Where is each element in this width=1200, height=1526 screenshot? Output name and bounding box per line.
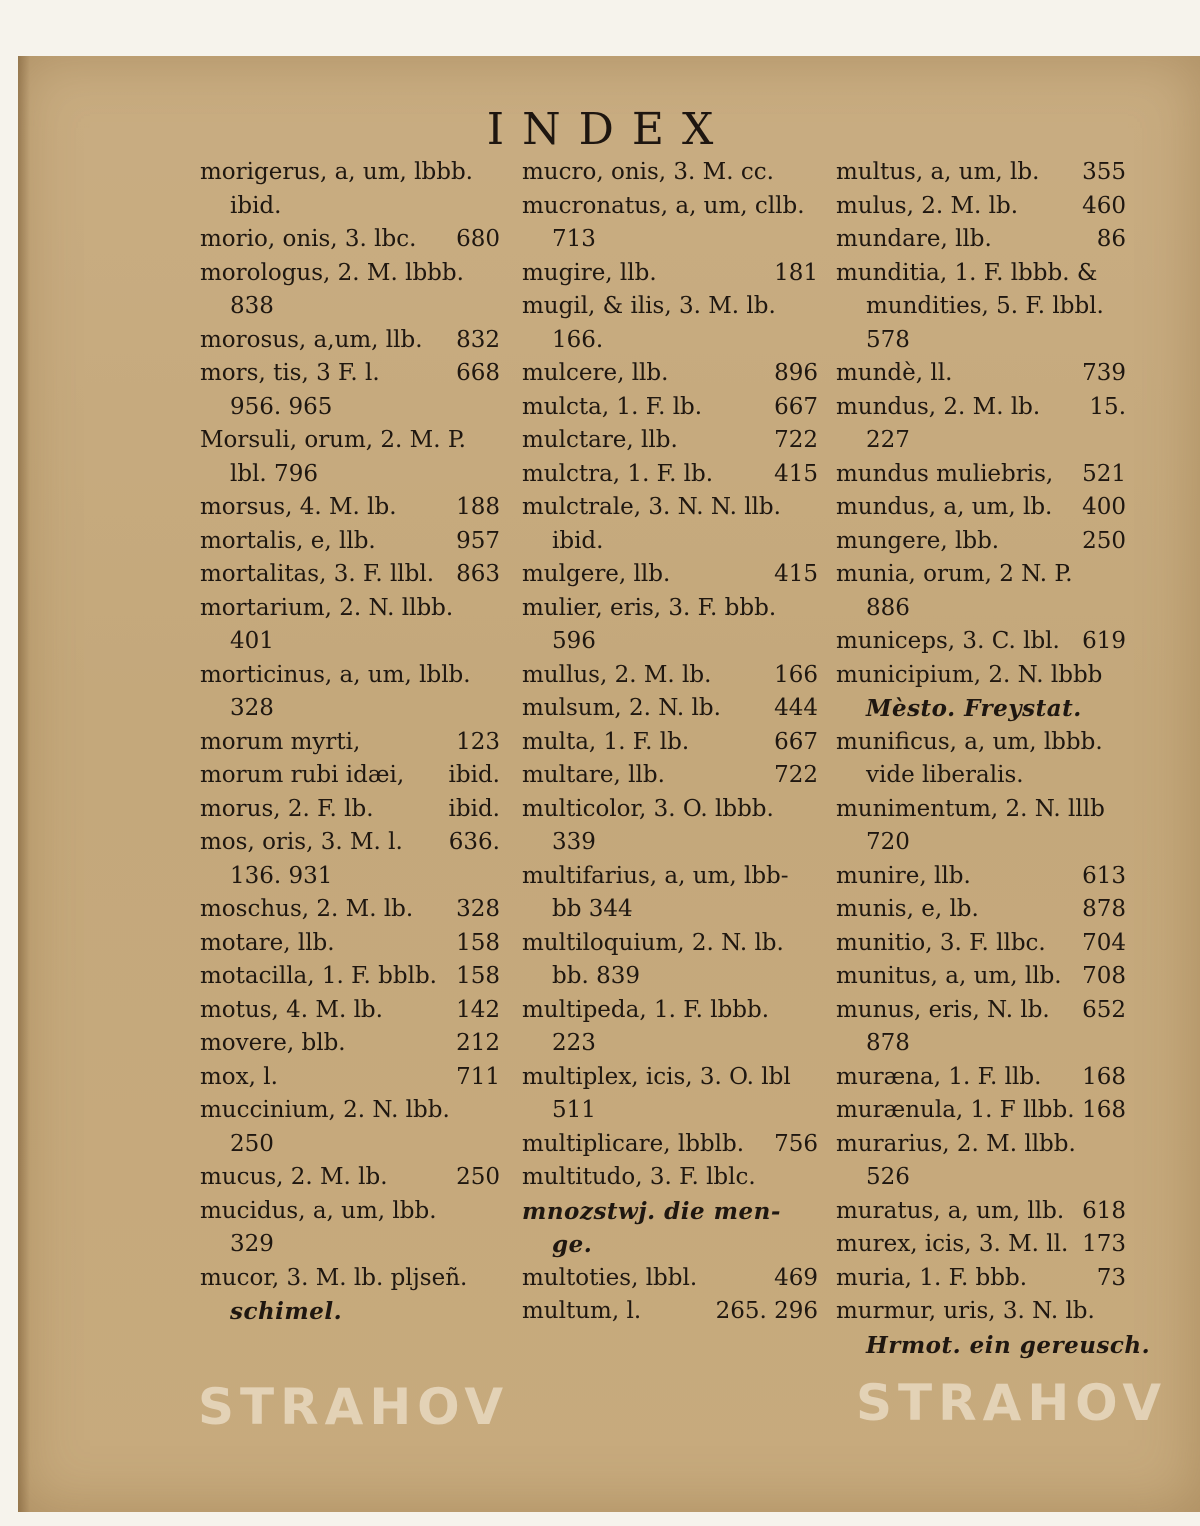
- index-entry: [522, 927, 818, 961]
- index-term: munitio, 3. F. llbc.: [836, 929, 1046, 956]
- index-entry: [200, 659, 500, 693]
- index-term: ge.: [552, 1231, 593, 1258]
- watermark-right: STRAHOV: [856, 1374, 1168, 1432]
- index-term: mortalis, e, llb.: [200, 527, 376, 554]
- index-term: munimentum, 2. N. lllb: [836, 795, 1105, 822]
- index-entry: [200, 927, 500, 961]
- index-entry: [836, 960, 1126, 994]
- index-term: morosus, a,um, llb.: [200, 326, 423, 353]
- index-term: munus, eris, N. lb.: [836, 996, 1050, 1023]
- index-entry: [522, 1061, 818, 1095]
- index-term: lbl. 796: [230, 460, 318, 487]
- index-entry: [522, 1295, 818, 1329]
- index-entry: [200, 860, 500, 894]
- index-entry: [200, 1228, 500, 1262]
- book-page: [18, 56, 1200, 1512]
- index-term: morio, onis, 3. lbc.: [200, 226, 417, 252]
- index-term: municeps, 3. C. lbl.: [836, 628, 1060, 654]
- index-entry: [836, 525, 1126, 559]
- index-entry: [200, 290, 500, 324]
- index-entry: [522, 759, 818, 793]
- page-reference: 15.: [1089, 393, 1126, 420]
- index-entry: [836, 927, 1126, 961]
- index-entry: [836, 1027, 1126, 1061]
- index-term: schimel.: [230, 1298, 343, 1325]
- index-entry: [836, 391, 1126, 425]
- index-entry: [836, 458, 1126, 492]
- page-reference: ibid.: [448, 762, 500, 788]
- index-term: mugil, & ilis, 3. M. lb.: [522, 293, 776, 319]
- index-entry: [200, 1262, 500, 1296]
- index-term: munditia, 1. F. lbbb. &: [836, 259, 1098, 286]
- index-term: mortalitas, 3. F. llbl.: [200, 561, 435, 587]
- index-term: movere, blb.: [200, 1030, 346, 1056]
- index-term: 886: [866, 594, 910, 621]
- index-entry: [522, 391, 818, 425]
- index-term: 720: [866, 829, 910, 855]
- index-term: morologus, 2. M. lbbb.: [200, 259, 464, 286]
- index-term: vide liberalis.: [866, 762, 1024, 788]
- index-entry: [522, 625, 818, 659]
- index-entry: [522, 156, 818, 190]
- index-term: Morsuli, orum, 2. M. P.: [200, 427, 466, 453]
- index-term: mucus, 2. M. lb.: [200, 1164, 388, 1190]
- page-spine-shadow: [18, 56, 30, 1512]
- index-entry: [522, 1195, 818, 1229]
- index-term: mundare, llb.: [836, 226, 992, 252]
- index-entry: [200, 190, 500, 224]
- index-term: munis, e, lb.: [836, 896, 979, 922]
- index-entry: [522, 1128, 818, 1162]
- index-term: 596: [552, 628, 596, 654]
- index-entry: [522, 525, 818, 559]
- index-entry: [200, 223, 500, 257]
- index-entry: [522, 491, 818, 525]
- index-term: multiplex, icis, 3. O. lbl: [522, 1063, 791, 1090]
- index-term: 227: [866, 427, 910, 453]
- index-entry: [836, 190, 1126, 224]
- index-term: morum myrti,: [200, 728, 361, 755]
- index-term: muratus, a, um, llb.: [836, 1197, 1065, 1224]
- index-entry: [836, 1295, 1126, 1329]
- index-term: murarius, 2. M. llbb.: [836, 1130, 1076, 1157]
- page-reference: 166: [774, 661, 818, 688]
- index-entry: [836, 793, 1126, 827]
- index-entry: [200, 893, 500, 927]
- index-term: bb 344: [552, 896, 633, 922]
- index-term: multitudo, 3. F. lblc.: [522, 1164, 756, 1190]
- page-reference: 680: [456, 226, 500, 252]
- page-reference: 878: [1082, 896, 1126, 922]
- index-term: munificus, a, um, lbbb.: [836, 728, 1103, 755]
- index-entry: [522, 223, 818, 257]
- index-entry: [200, 558, 500, 592]
- index-entry: [522, 659, 818, 693]
- index-term: mundus, a, um, lb.: [836, 494, 1053, 520]
- index-entry: [200, 391, 500, 425]
- index-entry: [836, 860, 1126, 894]
- index-entry: [522, 994, 818, 1028]
- index-entry: [522, 424, 818, 458]
- index-term: mugire, llb.: [522, 259, 657, 286]
- index-term: multipeda, 1. F. lbbb.: [522, 996, 770, 1023]
- index-entry: [836, 692, 1126, 726]
- index-term: murænula, 1. F llbb.: [836, 1097, 1075, 1123]
- index-entry: [836, 324, 1126, 358]
- index-term: morum rubi idæi,: [200, 762, 405, 788]
- page-reference: 173: [1082, 1231, 1126, 1257]
- page-reference: 722: [774, 427, 818, 453]
- page-title: INDEX: [486, 104, 732, 155]
- index-term: 878: [866, 1030, 910, 1056]
- page-reference: 158: [456, 963, 500, 989]
- index-entry: [200, 592, 500, 626]
- page-reference: 123: [456, 728, 500, 755]
- index-entry: [200, 491, 500, 525]
- index-term: ibid.: [230, 192, 282, 219]
- index-entry: [200, 1195, 500, 1229]
- index-term: multiplicare, lbblb.: [522, 1130, 745, 1157]
- index-entry: [836, 1195, 1126, 1229]
- index-term: morticinus, a, um, lblb.: [200, 661, 471, 688]
- index-term: 956. 965: [230, 393, 333, 420]
- index-term: mundities, 5. F. lbbl.: [866, 293, 1104, 319]
- index-term: moschus, 2. M. lb.: [200, 896, 414, 922]
- index-term: mulcta, 1. F. lb.: [522, 393, 703, 420]
- page-reference: 711: [456, 1063, 500, 1090]
- page-reference: 957: [456, 527, 500, 554]
- index-entry: [522, 458, 818, 492]
- index-term: munia, orum, 2 N. P.: [836, 561, 1073, 587]
- index-term: 401: [230, 628, 274, 654]
- index-entry: [200, 726, 500, 760]
- index-term: muria, 1. F. bbb.: [836, 1264, 1028, 1291]
- index-term: muræna, 1. F. llb.: [836, 1063, 1042, 1090]
- page-reference: 400: [1082, 494, 1126, 520]
- index-entry: [200, 525, 500, 559]
- index-term: mucro, onis, 3. M. cc.: [522, 159, 774, 185]
- index-entry: [836, 1061, 1126, 1095]
- page-reference: 896: [774, 360, 818, 386]
- index-entry: [200, 793, 500, 827]
- index-entry: [836, 1228, 1126, 1262]
- page-reference: 708: [1082, 963, 1126, 989]
- index-term: mulgere, llb.: [522, 561, 671, 587]
- index-term: mucronatus, a, um, cllb.: [522, 192, 805, 219]
- index-entry: [200, 324, 500, 358]
- page-reference: 328: [456, 896, 500, 922]
- index-column-3: [836, 156, 1151, 1362]
- page-reference: 168: [1082, 1063, 1126, 1090]
- index-entry: [836, 1094, 1126, 1128]
- index-entry: [522, 893, 818, 927]
- index-term: mungere, lbb.: [836, 527, 1000, 554]
- index-entry: [522, 860, 818, 894]
- page-reference: 756: [774, 1130, 818, 1157]
- index-term: 223: [552, 1030, 596, 1056]
- index-term: mucidus, a, um, lbb.: [200, 1197, 437, 1224]
- index-term: bb. 839: [552, 963, 640, 989]
- index-term: mulctra, 1. F. lb.: [522, 460, 714, 487]
- index-entry: [522, 1027, 818, 1061]
- page-reference: 652: [1082, 996, 1126, 1023]
- page-reference: 863: [456, 561, 500, 587]
- index-term: mucor, 3. M. lb. pljseñ.: [200, 1264, 468, 1291]
- index-term: 328: [230, 695, 274, 721]
- index-entry: [836, 625, 1126, 659]
- index-entry: [200, 357, 500, 391]
- index-entry: [836, 893, 1126, 927]
- page-reference: 265. 296: [715, 1298, 818, 1324]
- index-entry: [836, 759, 1126, 793]
- page-reference: 739: [1082, 360, 1126, 386]
- page-reference: ibid.: [448, 795, 500, 822]
- index-entry: [522, 357, 818, 391]
- index-entry: [522, 558, 818, 592]
- index-entry: [522, 1094, 818, 1128]
- index-term: municipium, 2. N. lbbb: [836, 661, 1103, 688]
- index-entry: [836, 659, 1126, 693]
- page-reference: 444: [774, 695, 818, 721]
- page-reference: 355: [1082, 159, 1126, 185]
- index-entry: [200, 994, 500, 1028]
- index-term: multoties, lbbl.: [522, 1264, 698, 1291]
- index-entry: [522, 257, 818, 291]
- index-term: mos, oris, 3. M. l.: [200, 829, 403, 855]
- index-entry: [522, 726, 818, 760]
- page-reference: 142: [456, 996, 500, 1023]
- index-entry: [200, 826, 500, 860]
- watermark-left: STRAHOV: [198, 1378, 510, 1436]
- index-term: motare, llb.: [200, 929, 335, 956]
- page-reference: 73: [1096, 1264, 1126, 1291]
- index-term: morsus, 4. M. lb.: [200, 494, 397, 520]
- index-term: morus, 2. F. lb.: [200, 795, 374, 822]
- index-entry: [836, 1161, 1126, 1195]
- index-entry: [522, 826, 818, 860]
- index-entry: [836, 826, 1126, 860]
- page-reference: 415: [774, 561, 818, 587]
- index-entry: [836, 491, 1126, 525]
- index-term: Hrmot. ein gereusch.: [866, 1331, 1151, 1359]
- page-reference: 469: [774, 1264, 818, 1291]
- index-entry: [200, 1161, 500, 1195]
- index-entry: [522, 324, 818, 358]
- index-term: multare, llb.: [522, 762, 665, 788]
- page-reference: 832: [456, 326, 500, 353]
- index-term: 166.: [552, 326, 604, 353]
- index-entry: [200, 625, 500, 659]
- index-term: mortarium, 2. N. llbb.: [200, 594, 454, 621]
- index-term: mullus, 2. M. lb.: [522, 661, 712, 688]
- page-reference: 250: [456, 1164, 500, 1190]
- index-term: 713: [552, 226, 596, 252]
- index-term: 339: [552, 829, 596, 855]
- page-reference: 521: [1082, 460, 1126, 487]
- index-entry: [836, 156, 1126, 190]
- index-term: 578: [866, 326, 910, 353]
- index-entry: [200, 156, 500, 190]
- index-term: mulus, 2. M. lb.: [836, 192, 1019, 219]
- index-entry: [200, 1027, 500, 1061]
- index-entry: [836, 592, 1126, 626]
- index-entry: [836, 1329, 1151, 1363]
- index-term: mundè, ll.: [836, 360, 953, 386]
- index-term: motacilla, 1. F. bblb.: [200, 963, 437, 989]
- index-entry: [200, 458, 500, 492]
- index-term: mundus muliebris,: [836, 460, 1054, 487]
- page-reference: 704: [1082, 929, 1126, 956]
- index-term: Mèsto. Freystat.: [866, 695, 1082, 722]
- page-reference: 158: [456, 929, 500, 956]
- index-entry: [200, 1061, 500, 1095]
- index-entry: [200, 1094, 500, 1128]
- page-reference: 86: [1096, 226, 1126, 252]
- page-reference: 722: [774, 762, 818, 788]
- page-reference: 667: [774, 393, 818, 420]
- index-entry: [200, 759, 500, 793]
- page-reference: 250: [1082, 527, 1126, 554]
- index-term: 511: [552, 1097, 596, 1123]
- index-entry: [836, 257, 1126, 291]
- index-entry: [522, 290, 818, 324]
- index-term: mundus, 2. M. lb.: [836, 393, 1041, 420]
- index-entry: [836, 357, 1126, 391]
- index-term: mors, tis, 3 F. l.: [200, 360, 380, 386]
- index-entry: [522, 1161, 818, 1195]
- index-term: mnozstwj. die men-: [522, 1197, 781, 1225]
- index-term: multus, a, um, lb.: [836, 159, 1040, 185]
- index-entry: [200, 424, 500, 458]
- index-term: ibid.: [552, 527, 604, 554]
- page-reference: 460: [1082, 192, 1126, 219]
- page-reference: 188: [456, 494, 500, 520]
- index-term: mulctare, llb.: [522, 427, 678, 453]
- index-term: muccinium, 2. N. lbb.: [200, 1097, 450, 1123]
- index-term: mulctrale, 3. N. N. llb.: [522, 494, 781, 520]
- index-term: munitus, a, um, llb.: [836, 963, 1062, 989]
- index-entry: [836, 726, 1126, 760]
- page-reference: 181: [774, 259, 818, 286]
- index-term: multicolor, 3. O. lbbb.: [522, 795, 774, 822]
- index-term: multifarius, a, um, lbb-: [522, 862, 789, 889]
- index-entry: [836, 424, 1126, 458]
- index-term: multa, 1. F. lb.: [522, 728, 690, 755]
- index-term: multum, l.: [522, 1298, 642, 1324]
- index-entry: [836, 558, 1126, 592]
- page-reference: 613: [1082, 862, 1126, 889]
- index-term: mox, l.: [200, 1063, 278, 1090]
- index-term: morigerus, a, um, lbbb.: [200, 159, 473, 185]
- index-term: 136. 931: [230, 862, 333, 889]
- index-term: murmur, uris, 3. N. lb.: [836, 1298, 1095, 1324]
- index-entry: [522, 692, 818, 726]
- index-term: mulier, eris, 3. F. bbb.: [522, 594, 777, 621]
- index-column-1: [200, 156, 500, 1329]
- page-reference: 415: [774, 460, 818, 487]
- index-entry: [836, 1128, 1126, 1162]
- index-entry: [522, 960, 818, 994]
- index-entry: [836, 1262, 1126, 1296]
- index-entry: [200, 257, 500, 291]
- page-reference: 618: [1082, 1197, 1126, 1224]
- index-entry: [200, 960, 500, 994]
- page-reference: 168: [1082, 1097, 1126, 1123]
- index-term: mulsum, 2. N. lb.: [522, 695, 721, 721]
- index-column-2: [522, 156, 818, 1329]
- page-reference: 667: [774, 728, 818, 755]
- page-reference: 619: [1082, 628, 1126, 654]
- index-entry: [200, 692, 500, 726]
- index-entry: [836, 223, 1126, 257]
- index-entry: [522, 793, 818, 827]
- index-entry: [836, 290, 1126, 324]
- index-term: 250: [230, 1130, 274, 1157]
- index-entry: [522, 592, 818, 626]
- index-term: munire, llb.: [836, 862, 971, 889]
- index-entry: [522, 1262, 818, 1296]
- index-entry: [522, 1228, 818, 1262]
- index-entry: [522, 190, 818, 224]
- index-entry: [200, 1128, 500, 1162]
- index-term: 838: [230, 293, 274, 319]
- index-term: 526: [866, 1164, 910, 1190]
- index-term: mulcere, llb.: [522, 360, 669, 386]
- index-entry: [200, 1295, 500, 1329]
- index-term: motus, 4. M. lb.: [200, 996, 383, 1023]
- page-reference: 212: [456, 1030, 500, 1056]
- page-reference: 668: [456, 360, 500, 386]
- index-entry: [836, 994, 1126, 1028]
- page-reference: 636.: [448, 829, 500, 855]
- index-term: multiloquium, 2. N. lb.: [522, 929, 784, 956]
- index-term: murex, icis, 3. M. ll.: [836, 1231, 1069, 1257]
- index-term: 329: [230, 1231, 274, 1257]
